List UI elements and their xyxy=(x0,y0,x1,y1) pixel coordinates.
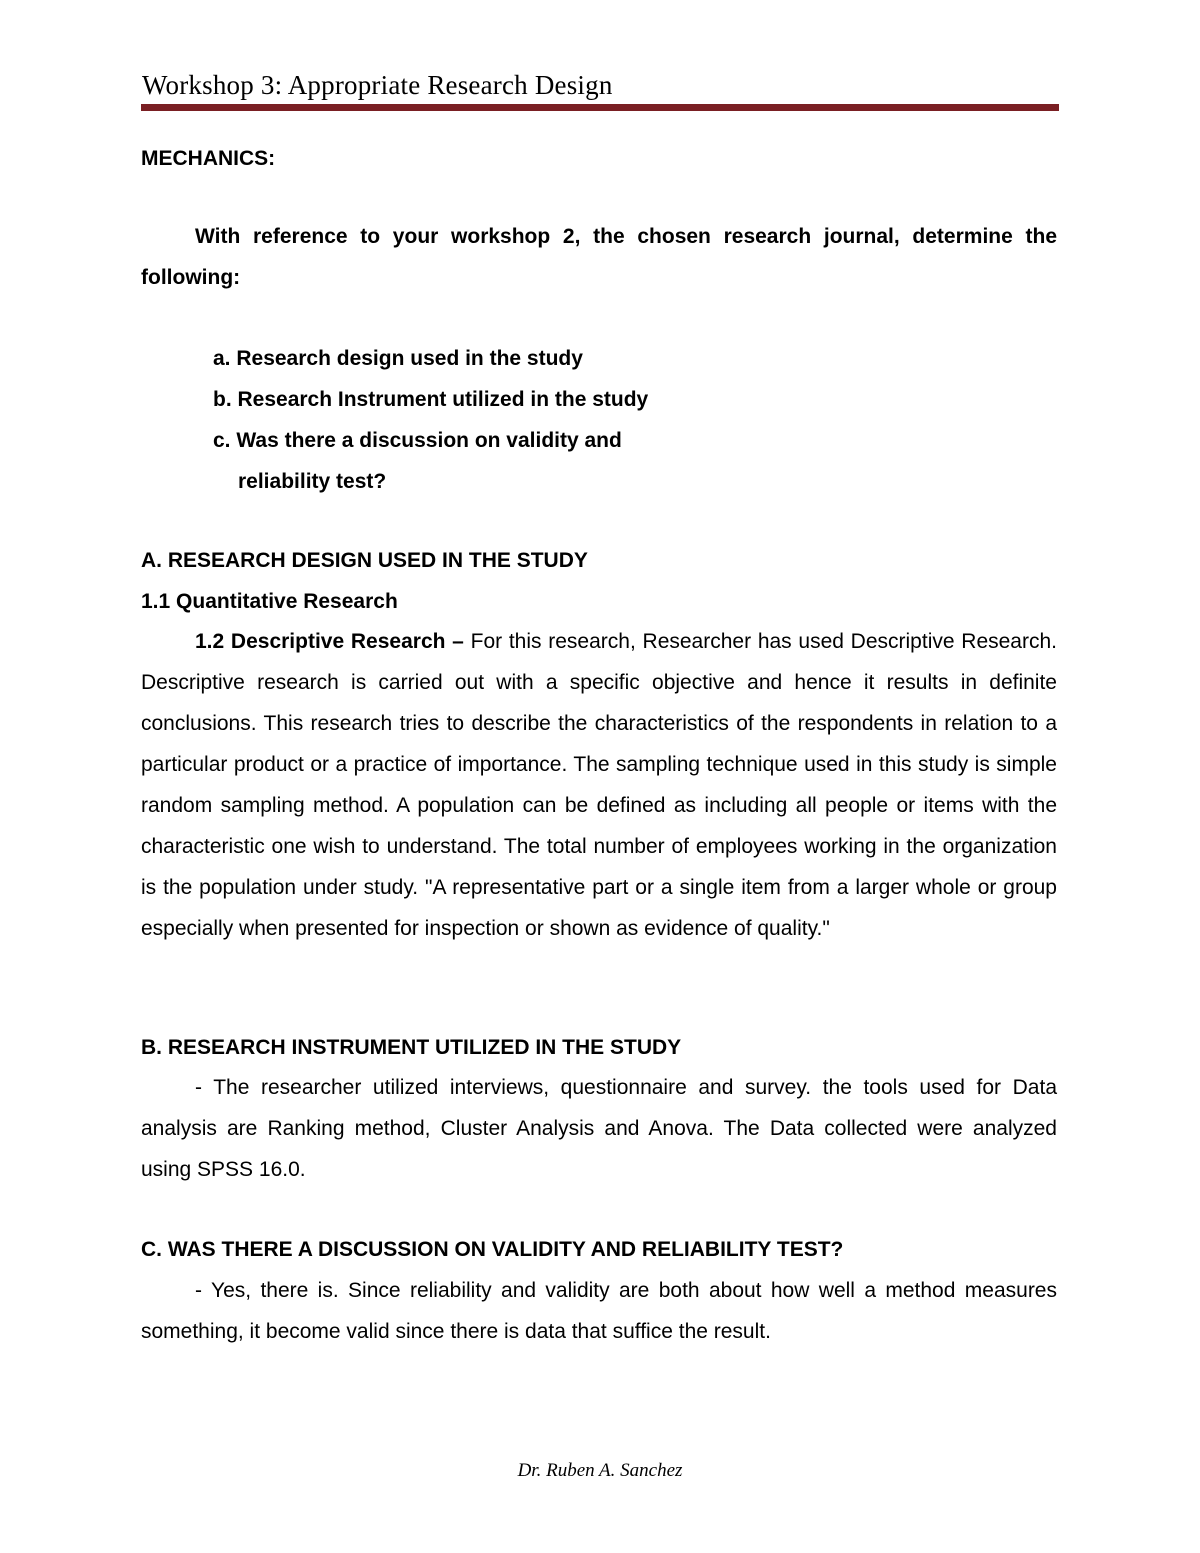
list-item-a: a. Research design used in the study xyxy=(213,347,583,370)
section-a-heading: A. RESEARCH DESIGN USED IN THE STUDY xyxy=(141,549,588,572)
section-b-paragraph: - The researcher utilized interviews, questionnaire and survey. the tools used for Data analysis are Ranking method, Cluster Analysis and Anova. The Data collected were analyzed using SPSS 16.0. xyxy=(141,1076,1057,1181)
section-a-sub2-text: For this research, Researcher has used Descriptive Research. Descriptive research is carried out with a specific objective and hence it results in definite conclusions. This research tries to describe the characteristics of the respondents in relation to a particular product or a practice of importance. The sampling technique used in this study is simple random sampling method. A population can be defined as including all people or items with the characteristic one wish to understand. The total number of employees working in the organization is the population under study. "A representative part or a single item from a larger whole or group especially when presented for inspection or shown as evidence of quality." xyxy=(141,630,1057,940)
section-c-heading: C. WAS THERE A DISCUSSION ON VALIDITY AND RELIABILITY TEST? xyxy=(141,1238,844,1261)
header-rule xyxy=(141,104,1059,111)
section-b-heading: B. RESEARCH INSTRUMENT UTILIZED IN THE STUDY xyxy=(141,1036,682,1059)
list-item-c: c. Was there a discussion on validity and xyxy=(213,429,622,452)
section-a-sub2-label: 1.2 Descriptive Research – xyxy=(195,630,464,653)
list-item-b: b. Research Instrument utilized in the study xyxy=(213,388,649,411)
section-c-paragraph: - Yes, there is. Since reliability and validity are both about how well a method measures something, it become valid since there is data that suffice the result. xyxy=(141,1279,1057,1343)
document-title: Workshop 3: Appropriate Research Design xyxy=(142,70,613,100)
list-item-c-continued: reliability test? xyxy=(238,470,387,493)
mechanics-heading: MECHANICS: xyxy=(141,147,276,170)
mechanics-intro: With reference to your workshop 2, the chosen research journal, determine the following: xyxy=(141,225,1057,289)
section-a-paragraph xyxy=(141,621,1057,949)
footer-author: Dr. Ruben A. Sanchez xyxy=(517,1460,683,1481)
section-a-sub1: 1.1 Quantitative Research xyxy=(141,590,398,613)
